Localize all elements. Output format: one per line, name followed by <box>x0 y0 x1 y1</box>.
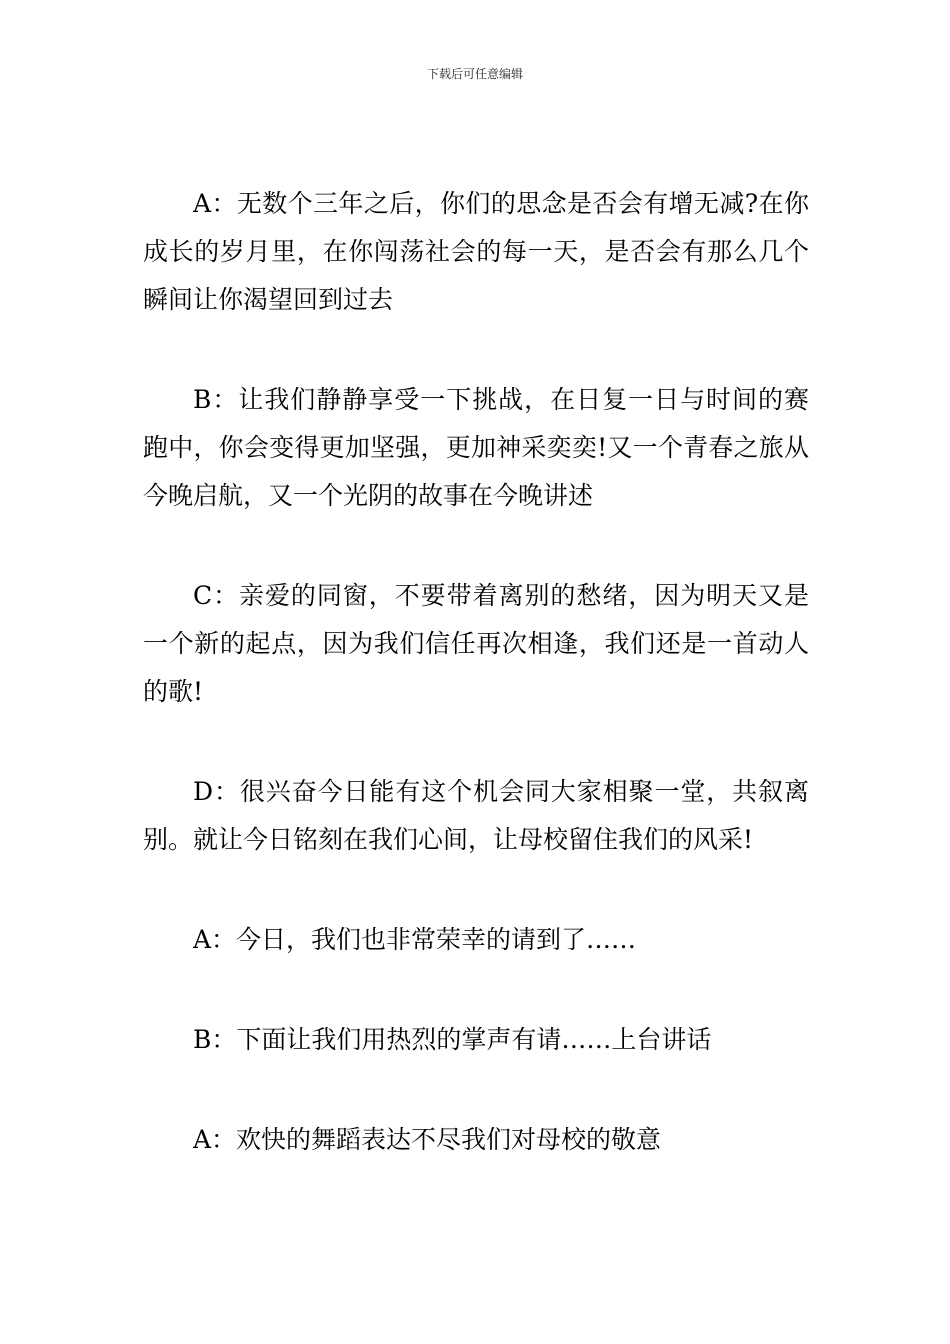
paragraph-a-1: A：无数个三年之后，你们的思念是否会有增无减?在你成长的岁月里，在你闯荡社会的每一天，是否会有那么几个瞬间让你渴望回到过去 <box>143 189 809 314</box>
paragraph-d-1: D：很兴奋今日能有这个机会同大家相聚一堂，共叙离别。就让今日铭刻在我们心间，让母校留住我们的风采! <box>143 777 809 854</box>
document-body <box>143 180 809 1164</box>
paragraph-b-2: B：下面让我们用热烈的掌声有请……上台讲话 <box>193 1025 712 1054</box>
paragraph-c-1: C：亲爱的同窗，不要带着离别的愁绪，因为明天又是一个新的起点，因为我们信任再次相逢，我们还是一首动人的歌! <box>143 581 809 706</box>
page-header: 下载后可任意编辑 <box>426 67 523 81</box>
paragraph-b-1: B：让我们静静享受一下挑战，在日复一日与时间的赛跑中，你会变得更加坚强，更加神采奕奕!又一个青春之旅从今晚启航，又一个光阴的故事在今晚讲述 <box>143 385 809 510</box>
paragraph-a-2: A：今日，我们也非常荣幸的请到了…… <box>193 925 637 954</box>
paragraph-a-3: A：欢快的舞蹈表达不尽我们对母校的敬意 <box>193 1125 662 1154</box>
